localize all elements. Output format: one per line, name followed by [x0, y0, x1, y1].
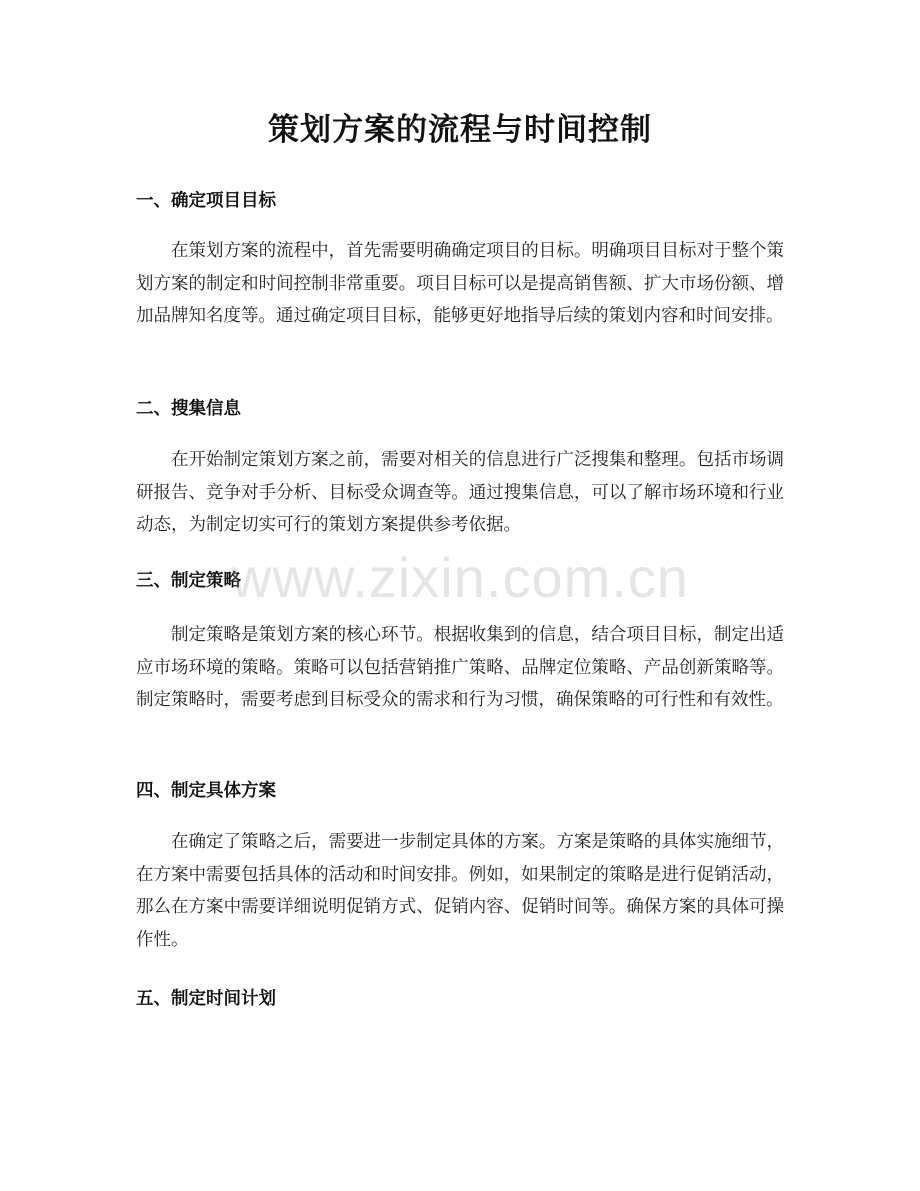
section-paragraph-2: 在开始制定策划方案之前，需要对相关的信息进行广泛搜集和整理。包括市场调研报告、竞争对手分析、目标受众调查等。通过搜集信息，可以了解市场环境和行业动态，为制定切实可行的策划方案提供参考依据。	[136, 450, 784, 535]
section-heading-4: 四、制定具体方案	[136, 781, 276, 801]
section-paragraph-1: 在策划方案的流程中，首先需要明确确定项目的目标。明确项目目标对于整个策划方案的制定和时间控制非常重要。项目目标可以是提高销售额、扩大市场份额、增加品牌知名度等。通过确定项目目标，能够更好地指导后续的策划内容和时间安排。	[136, 241, 784, 326]
section-paragraph-4: 在确定了策略之后，需要进一步制定具体的方案。方案是策略的具体实施细节，在方案中需要包括具体的活动和时间安排。例如，如果制定的策略是进行促销活动，那么在方案中需要详细说明促销方式、促销内容、促销时间等。确保方案的具体可操作性。	[136, 832, 784, 950]
watermark: www.zixin.com.cn	[231, 546, 689, 609]
section-paragraph-3: 制定策略是策划方案的核心环节。根据收集到的信息，结合项目目标，制定出适应市场环境的策略。策略可以包括营销推广策略、品牌定位策略、产品创新策略等。制定策略时，需要考虑到目标受众的需求和行为习惯，确保策略的可行性和有效性。	[136, 625, 784, 710]
section-heading-3: 三、制定策略	[136, 571, 241, 591]
section-heading-1: 一、确定项目目标	[136, 191, 276, 211]
section-heading-2: 二、搜集信息	[136, 399, 241, 419]
section-heading-5: 五、制定时间计划	[136, 989, 276, 1009]
document-title: 策划方案的流程与时间控制	[268, 112, 652, 148]
